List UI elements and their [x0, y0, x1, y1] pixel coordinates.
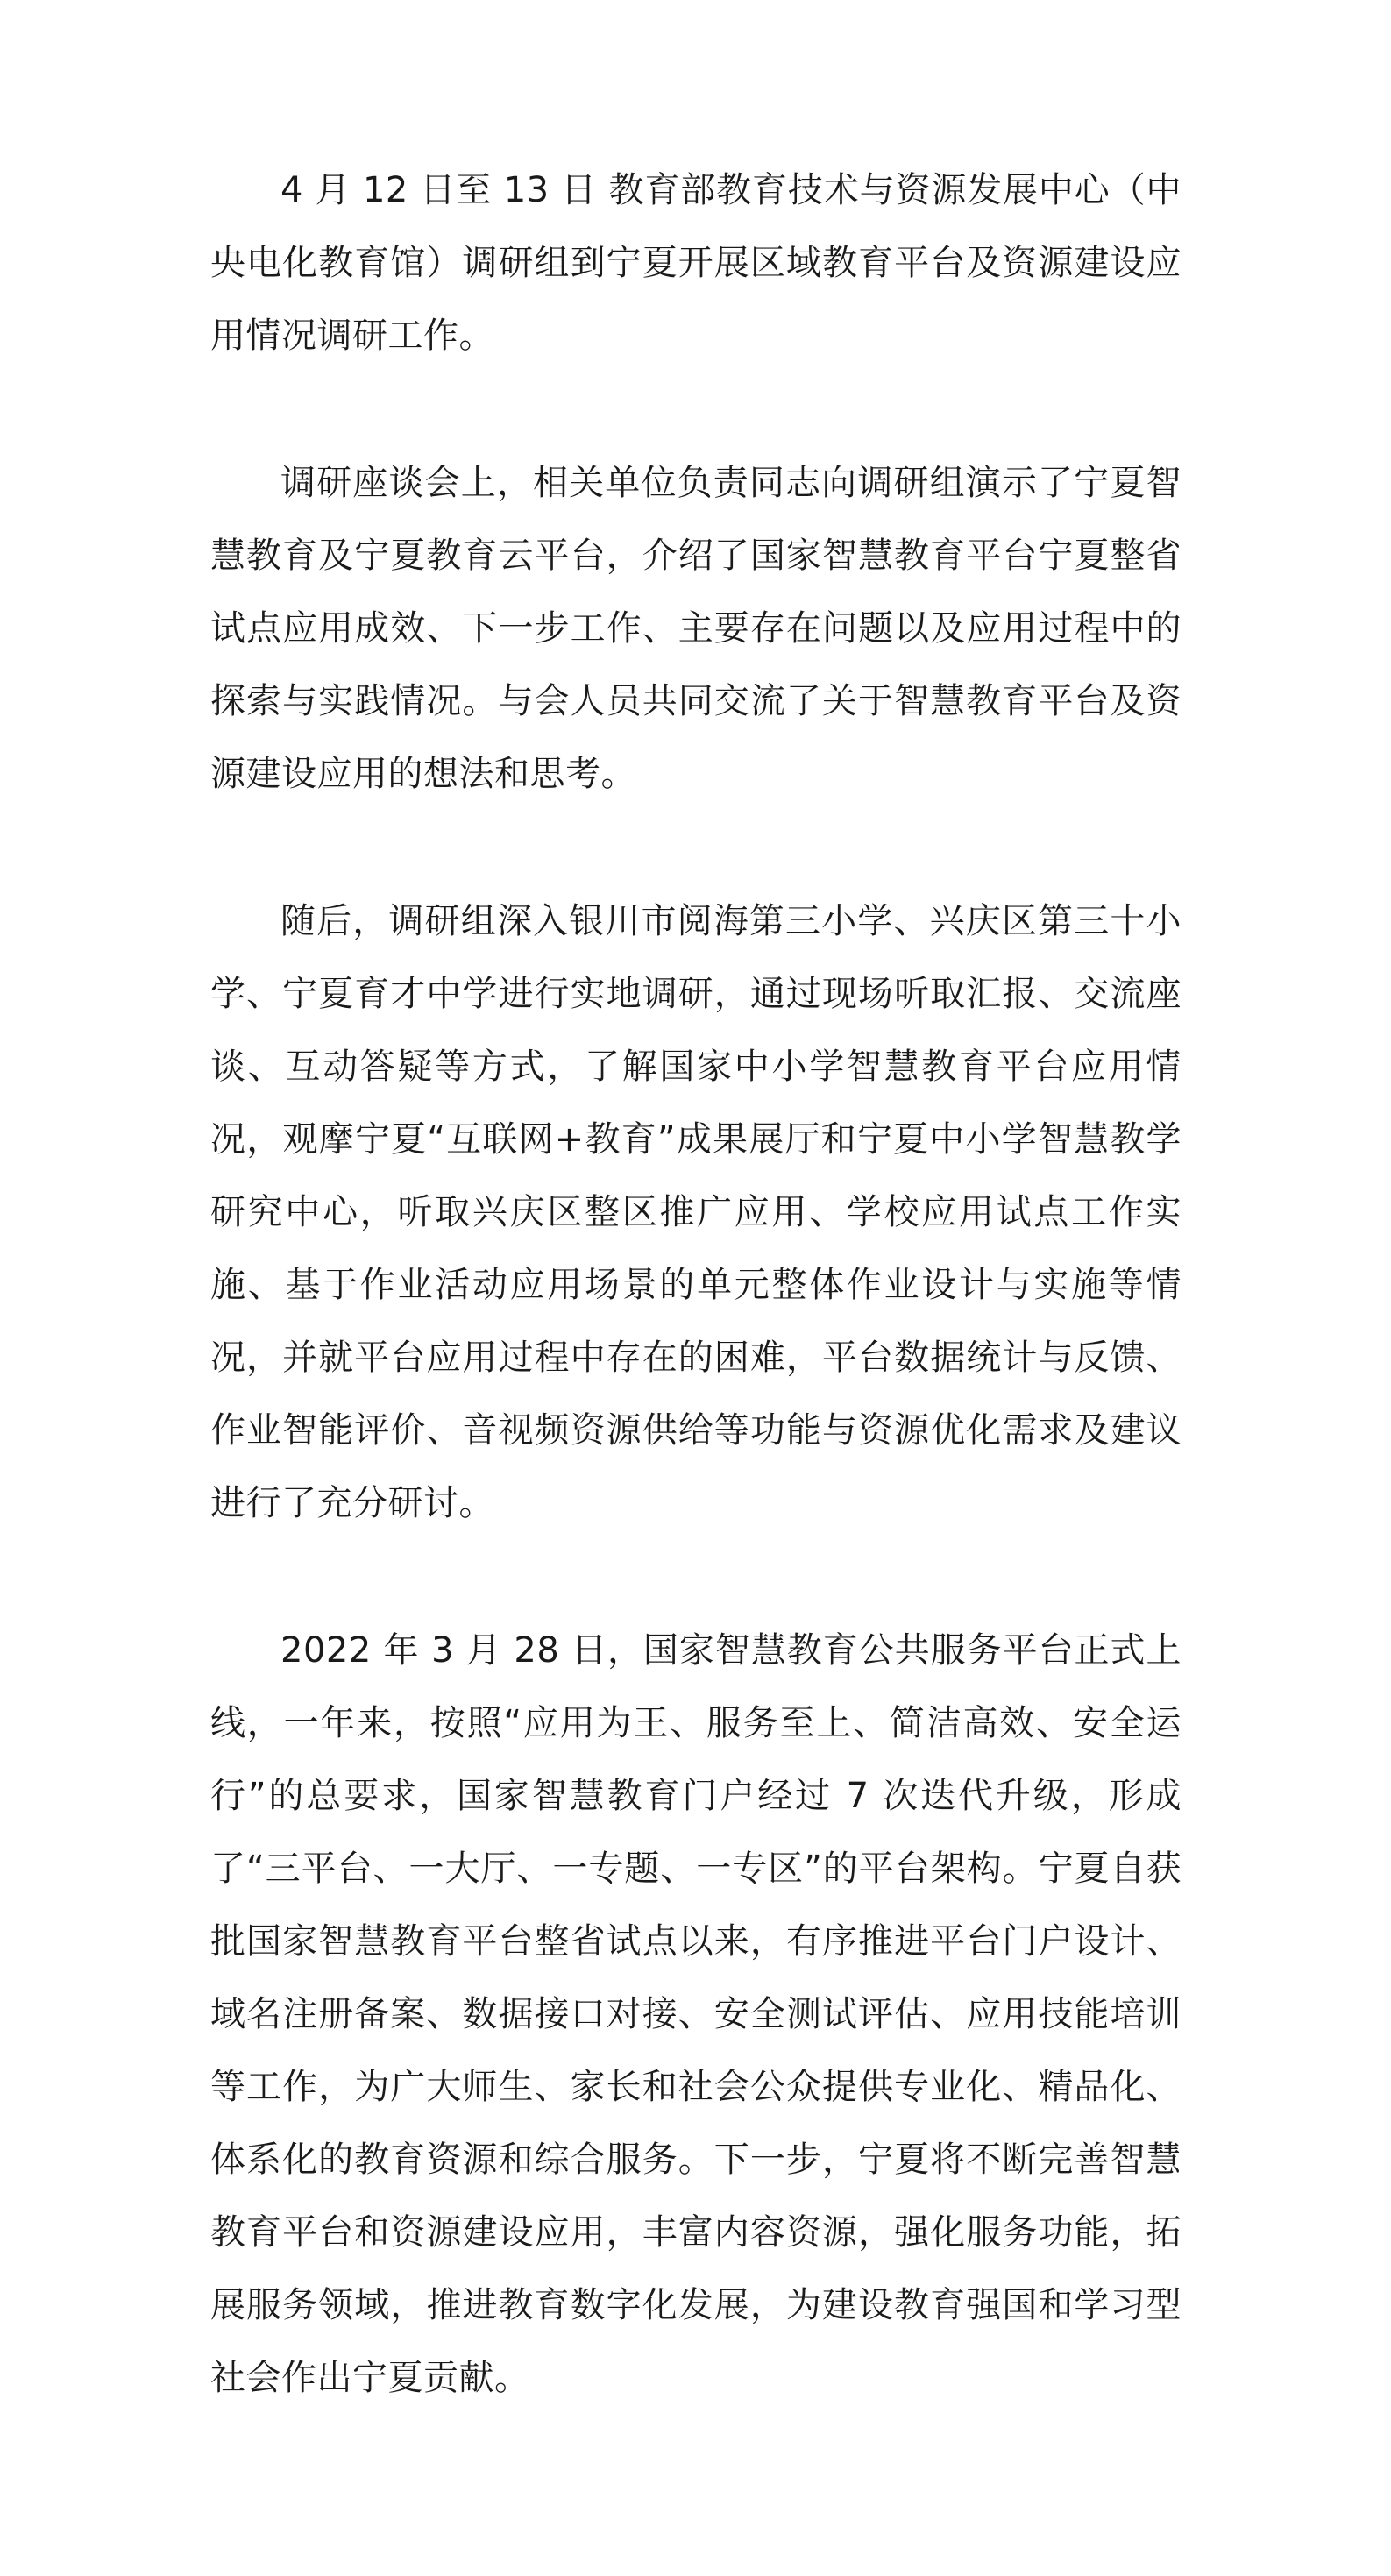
paragraph-research-visit: 4 月 12 日至 13 日 教育部教育技术与资源发展中心（中央电化教育馆）调研组到宁夏开展区域教育平台及资源建设应用情况调研工作。 — [210, 170, 1182, 356]
article-body — [210, 154, 1182, 2415]
paragraph-platform-launch: 2022 年 3 月 28 日，国家智慧教育公共服务平台正式上线，一年来，按照“应用为王、服务至上、简洁高效、安全运行”的总要求，国家智慧教育门户经过 7 次迭代升级，形成了“三平台、一大厅、一专题、一专区”的平台架构。宁夏自获批国家智慧教育平台整省试点以来，有序推进平台门户设计、域名注册备案、数据接口对接、安全测试评估、应用技能培训等工作，为广大师生、家长和社会公众提供专业化、精品化、体系化的教育资源和综合服务。下一步，宁夏将不断完善智慧教育平台和资源建设应用，丰富内容资源，强化服务功能，拓展服务领域，推进教育数字化发展，为建设教育强国和学习型社会作出宁夏贡献。 — [210, 1630, 1182, 2398]
paragraph-field-research: 随后，调研组深入银川市阅海第三小学、兴庆区第三十小学、宁夏育才中学进行实地调研，通过现场听取汇报、交流座谈、互动答疑等方式，了解国家中小学智慧教育平台应用情况，观摩宁夏“互联网+教育”成果展厅和宁夏中小学智慧教学研究中心，听取兴庆区整区推广应用、学校应用试点工作实施、基于作业活动应用场景的单元整体作业设计与实施等情况，并就平台应用过程中存在的困难，平台数据统计与反馈、作业智能评价、音视频资源供给等功能与资源优化需求及建议进行了充分研讨。 — [210, 901, 1182, 1523]
paragraph-symposium: 调研座谈会上，相关单位负责同志向调研组演示了宁夏智慧教育及宁夏教育云平台，介绍了国家智慧教育平台宁夏整省试点应用成效、下一步工作、主要存在问题以及应用过程中的探索与实践情况。与会人员共同交流了关于智慧教育平台及资源建设应用的想法和思考。 — [210, 463, 1182, 794]
